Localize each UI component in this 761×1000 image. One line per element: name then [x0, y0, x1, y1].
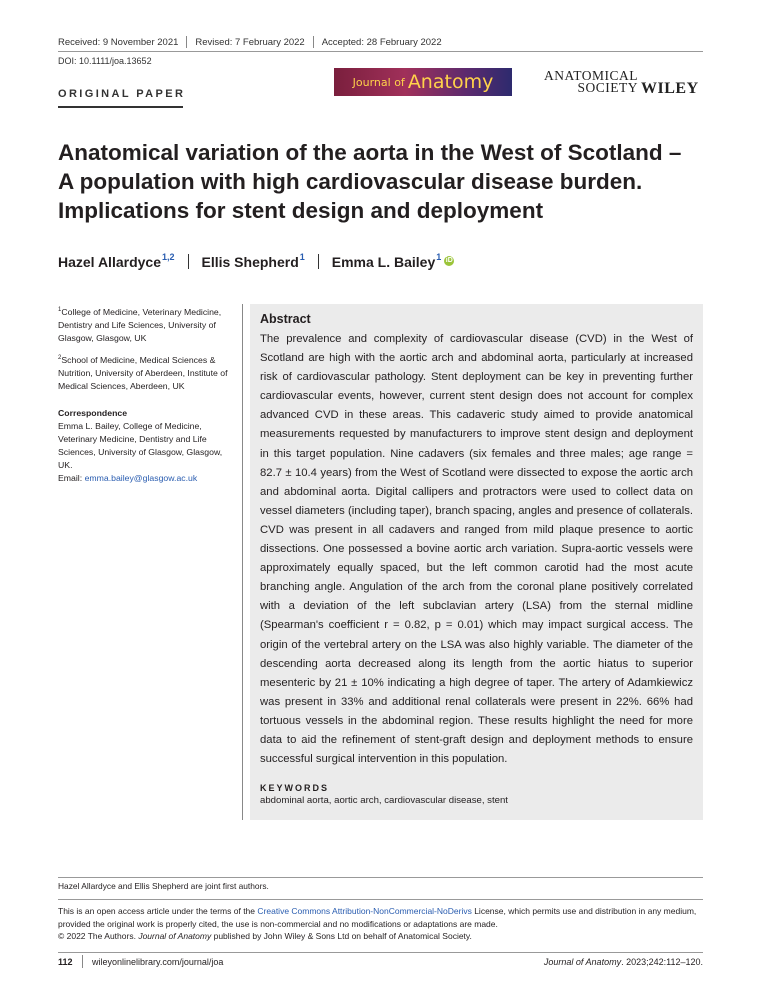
- email-label: Email:: [58, 473, 83, 483]
- citation: [544, 957, 703, 967]
- abstract-box: [250, 304, 703, 820]
- affil-text: School of Medicine, Medical Sciences & Nutrition, University of Aberdeen, Institute of Medical Sciences, Aberdeen, UK: [58, 355, 228, 391]
- author-2[interactable]: [202, 252, 305, 270]
- author-name: Ellis Shepherd: [201, 254, 299, 270]
- license-note: [58, 905, 703, 943]
- journal-logo-name: Anatomy: [407, 71, 494, 93]
- article-dates: [58, 36, 442, 48]
- author-name: Hazel Allardyce: [58, 254, 161, 270]
- copyright-journal: Journal of Anatomy: [138, 931, 212, 942]
- divider: [188, 254, 189, 269]
- article-type: ORIGINAL PAPER: [58, 88, 186, 100]
- author-affil[interactable]: 1: [436, 252, 442, 262]
- license-text: License, which permits use and distribution in any medium, provided the original work is properly cited, the use is non-commercial and no modifications or adaptations are made.: [58, 906, 697, 929]
- author-list: [58, 252, 454, 270]
- divider: [82, 955, 83, 968]
- joint-author-note: Hazel Allardyce and Ellis Shepherd are joint first authors.: [58, 881, 269, 891]
- anatomical-society-logo[interactable]: [520, 70, 638, 94]
- author-name: Emma L. Bailey: [331, 254, 436, 270]
- divider: [313, 36, 314, 48]
- affiliation-1: [58, 304, 228, 345]
- header-rule: [58, 51, 703, 52]
- affil-text: College of Medicine, Veterinary Medicine, Dentistry and Life Sciences, University of Glasgow, Glasgow, UK: [58, 307, 222, 343]
- license-text: This is an open access article under the terms of the: [58, 906, 258, 916]
- footnote-rule: [58, 877, 703, 878]
- page-number: 112: [58, 957, 73, 967]
- author-affil[interactable]: 1,2: [161, 252, 175, 262]
- author-1[interactable]: [58, 252, 175, 270]
- footnote-rule: [58, 899, 703, 900]
- correspondence-address: Emma L. Bailey, College of Medicine, Veterinary Medicine, Dentistry and Life Sciences, University of Glasgow, Glasgow, UK.: [58, 421, 223, 470]
- abstract-text: The prevalence and complexity of cardiovascular disease (CVD) in the West of Scotland are high with the aortic arch and abdominal aorta, particularly at increased risk of cardiovascular pathology. Stent deployment can be key in preventing further cardiovascular events, however, current stent design does not account for complex advanced CVD in these areas. This cadaveric study aimed to provide anatomical measurements requested by manufacturers to improve stent design and deployment in this target population. Nine cadavers (six females and three males; age range = 82.7 ± 10.4 years) from the West of Scotland were dissected to expose the aortic arch and abdominal aorta. Digital callipers and protractors were used to collect data on vessel diameters (including taper), branch spacing, angles and presence of collaterals. CVD was present in all cadavers and ranged from mild plaque presence to aortic dissections. One possessed a bovine aortic arch variation. Supra-aortic vessels were approximately equally spaced, but the left common carotid had the most acute branching angle. Angulation of the arch from the coronal plane positively correlated with a deviation of the left subclavian artery (LSA) from the sternal midline (Spearman's coefficient r = 0.82, p = 0.01) which may impact surgical access. The origin of the vertebral artery on the LSA was also highly variable. The diameter of the descending aorta decreased along its length from the aortic hiatus to superior mesenteric by 21 ± 10% indicating a high degree of taper. The artery of Adamkiewicz was present in 33% and additional renal collaterals were present in 22%. 66% had tortuous vessels in the abdominal region. These results highlight the need for more data to aid the refinement of stent-graft design and deployment methods to ensure successful surgical intervention in this population.: [260, 333, 693, 766]
- journal-logo-prefix: Journal of: [352, 75, 405, 89]
- revised-date: Revised: 7 February 2022: [195, 36, 305, 48]
- copyright-text: © 2022 The Authors.: [58, 931, 139, 942]
- copyright-text: published by John Wiley & Sons Ltd on behalf of Anatomical Society.: [211, 931, 472, 942]
- journal-logo[interactable]: [334, 68, 512, 96]
- abstract-rule: [242, 304, 243, 820]
- affil-num: 1: [58, 307, 62, 313]
- journal-url[interactable]: wileyonlinelibrary.com/journal/joa: [92, 957, 224, 967]
- affiliations: [58, 304, 228, 492]
- correspondence-text: [58, 420, 228, 485]
- abstract-heading: Abstract: [260, 312, 311, 326]
- divider: [318, 254, 319, 269]
- footer-rule: [58, 952, 703, 953]
- wiley-logo[interactable]: WILEY: [641, 80, 699, 97]
- paper-title: Anatomical variation of the aorta in the West of Scotland – A population with high cardiovascular disease burden. Implications for stent design and deployment: [58, 140, 682, 223]
- society-line-2: SOCIETY: [577, 80, 638, 95]
- divider: [186, 36, 187, 48]
- email-link[interactable]: emma.bailey@glasgow.ac.uk: [84, 473, 198, 483]
- author-3[interactable]: [332, 252, 442, 270]
- orcid-icon[interactable]: iD: [445, 257, 453, 264]
- keywords: abdominal aorta, aortic arch, cardiovascular disease, stent: [260, 795, 508, 807]
- accepted-date: Accepted: 28 February 2022: [321, 36, 442, 48]
- correspondence-heading: Correspondence: [58, 408, 128, 418]
- society-line-1: ANATOMICAL: [543, 68, 638, 83]
- article-type-underline: [58, 106, 183, 108]
- keywords-heading: KEYWORDS: [260, 783, 330, 794]
- affil-num: 2: [58, 355, 62, 361]
- citation-journal: Journal of Anatomy: [543, 957, 622, 967]
- license-link[interactable]: Creative Commons Attribution-NonCommercial-NoDerivs: [257, 906, 472, 916]
- citation-details: . 2023;242:112–120.: [621, 957, 703, 967]
- author-affil[interactable]: 1: [299, 252, 305, 262]
- affiliation-2: [58, 352, 228, 393]
- doi[interactable]: DOI: 10.1111/joa.13652: [58, 56, 152, 66]
- received-date: Received: 9 November 2021: [58, 36, 179, 48]
